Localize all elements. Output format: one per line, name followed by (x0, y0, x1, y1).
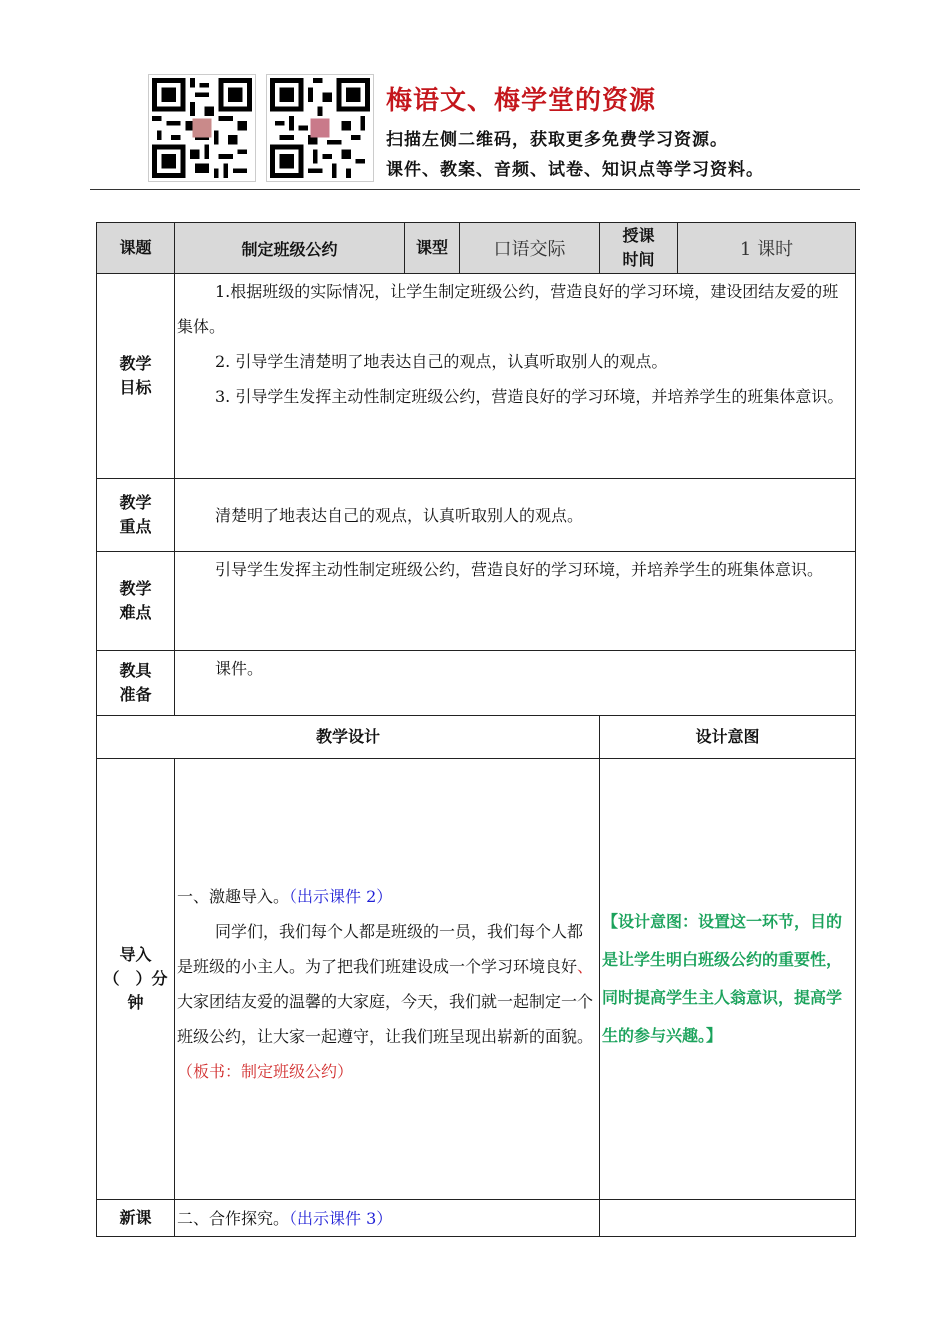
brand-title: 梅语文、梅学堂的资源 (386, 86, 657, 116)
new-lesson-content (175, 1200, 600, 1237)
new-lesson-label: 新课 (97, 1200, 175, 1237)
objective-item: 1.根据班级的实际情况，让学生制定班级公约，营造良好的学习环境，建设团结友爱的班集体。 (177, 282, 839, 336)
materials-label (97, 651, 175, 716)
difficulties-content (175, 552, 856, 651)
new-lesson-row (97, 1200, 856, 1237)
qr-code-icon (270, 78, 370, 178)
objectives-label-line-2: 目标 (119, 378, 152, 397)
topic-label: 课题 (97, 223, 175, 274)
promo-line-2: 课件、教案、音频、试卷、知识点等学习资料。 (386, 160, 764, 180)
materials-row (97, 651, 856, 716)
topic-value: 制定班级公约 (175, 223, 405, 274)
intro-content (175, 759, 600, 1200)
intro-body (177, 914, 597, 1054)
qr-code-image (148, 74, 256, 182)
intro-label-line-3: 钟 (127, 993, 144, 1012)
intro-label-line-1: 导入 (119, 945, 152, 964)
intro-board-note: （板书：制定班级公约） (177, 1062, 354, 1081)
intro-heading-text: 一、激趣导入。 (177, 887, 290, 906)
difficulties-text: 引导学生发挥主动性制定班级公约，营造良好的学习环境，并培养学生的班集体意识。 (215, 560, 824, 579)
design-header-row (97, 716, 856, 759)
objectives-content (175, 274, 856, 479)
difficulties-label-line-2: 难点 (119, 603, 152, 622)
lesson-plan-table (96, 222, 856, 1237)
new-lesson-slide-note: （出示课件 3） (289, 1208, 393, 1228)
promo-line-1: 扫描左侧二维码，获取更多免费学习资源。 (386, 130, 728, 150)
intro-label (97, 759, 175, 1200)
time-label-line-2: 时间 (622, 250, 655, 269)
time-label-line-1: 授课 (622, 226, 655, 245)
objectives-label (97, 274, 175, 479)
materials-text: 课件。 (215, 659, 264, 678)
objective-item: 3. 引导学生发挥主动性制定班级公约，营造良好的学习环境，并培养学生的班集体意识。 (215, 387, 844, 406)
difficulties-label (97, 552, 175, 651)
objective-item: 2. 引导学生清楚明了地表达自己的观点，认真听取别人的观点。 (215, 352, 668, 371)
new-lesson-intent (600, 1200, 856, 1237)
key-points-label-line-2: 重点 (119, 517, 152, 536)
intro-body-part-b: 大家团结友爱的温馨的大家庭，今天，我们就一起制定一个班级公约，让大家一起遵守，让我们班呈现出崭新的面貌。 (177, 992, 594, 1046)
header-divider (90, 189, 860, 190)
page-header (90, 70, 860, 188)
difficulties-row (97, 552, 856, 651)
materials-content (175, 651, 856, 716)
time-value: 1 课时 (678, 223, 856, 274)
intro-design-intent: 【设计意图：设置这一环节，目的是让学生明白班级公约的重要性，同时提高学生主人翁意识，提高学生的参与兴趣。】 (600, 759, 856, 1200)
key-points-content (175, 479, 856, 552)
intro-heading (177, 879, 597, 914)
materials-label-line-2: 准备 (119, 685, 152, 704)
qr-code-icon (152, 78, 252, 178)
key-points-label-line-1: 教学 (119, 493, 152, 512)
design-header-left: 教学设计 (97, 716, 600, 759)
new-lesson-heading (177, 1201, 597, 1236)
key-points-text: 清楚明了地表达自己的观点，认真听取别人的观点。 (215, 505, 584, 525)
type-value: 口语交际 (460, 223, 600, 274)
new-lesson-heading-text: 二、合作探究。 (177, 1208, 290, 1228)
time-label (600, 223, 678, 274)
difficulties-label-line-1: 教学 (119, 579, 152, 598)
objectives-label-line-1: 教学 (119, 354, 152, 373)
materials-label-line-1: 教具 (119, 661, 152, 680)
intro-body-separator: 、 (577, 957, 594, 976)
qr-code-image (266, 74, 374, 182)
lesson-header-row (97, 223, 856, 274)
type-label: 课型 (405, 223, 460, 274)
key-points-row (97, 479, 856, 552)
intro-row (97, 759, 856, 1200)
intro-slide-note: （出示课件 2） (289, 887, 393, 906)
key-points-label (97, 479, 175, 552)
design-header-right: 设计意图 (600, 716, 856, 759)
intro-label-line-2: （ ）分 (103, 969, 168, 988)
intro-body-part-a: 同学们，我们每个人都是班级的一员，我们每个人都是班级的小主人。为了把我们班建设成一个学习环境良好 (177, 922, 584, 976)
objectives-row (97, 274, 856, 479)
